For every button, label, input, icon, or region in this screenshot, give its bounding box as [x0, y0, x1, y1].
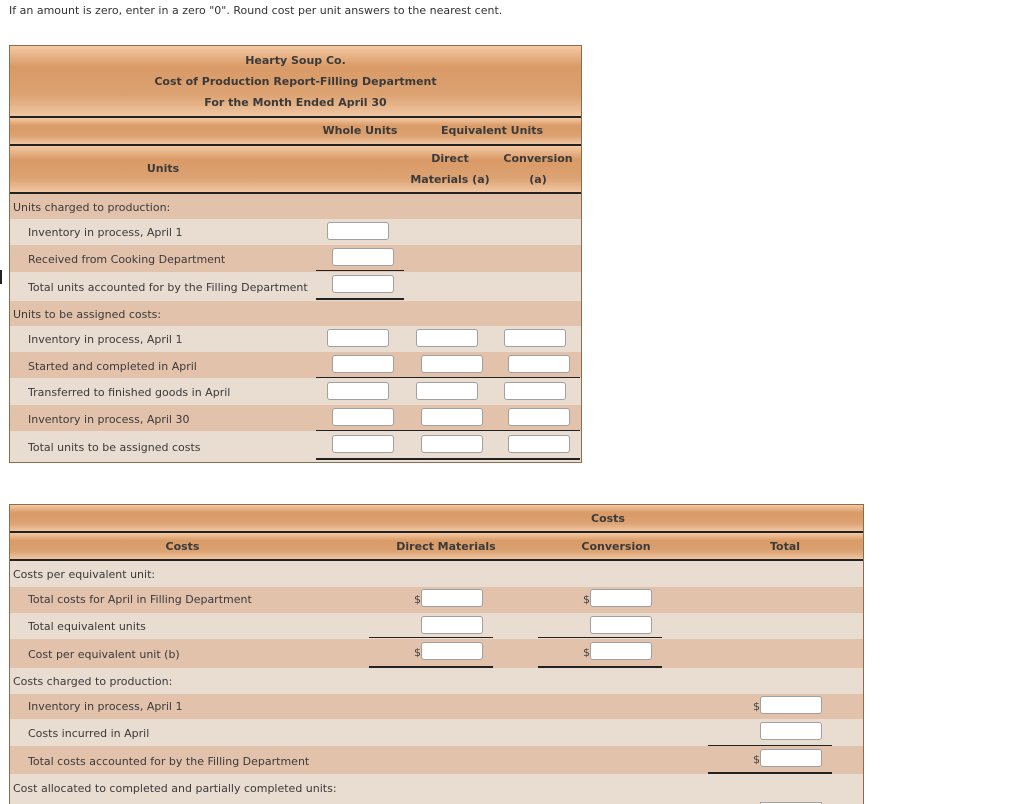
total-inv-april1-input[interactable] — [760, 696, 822, 714]
whole-units-inv-april1-input[interactable] — [327, 222, 389, 240]
total-costs-accounted-input[interactable] — [760, 749, 822, 767]
equivalent-units-header: Equivalent Units — [440, 124, 544, 137]
materials-a-header: Materials (a) — [410, 173, 490, 186]
whole-units-transferred-input[interactable] — [327, 382, 389, 400]
costs-charged-heading: Costs charged to production: — [13, 675, 173, 688]
label-assigned-inv-april1: Inventory in process, April 1 — [28, 333, 183, 346]
label-total-costs-april: Total costs for April in Filling Department — [28, 593, 252, 606]
conv-inv-april30-input[interactable] — [508, 408, 570, 426]
costs-header-row-2 — [10, 533, 863, 559]
conv-total-assigned-input[interactable] — [508, 435, 570, 453]
conv-started-completed-input[interactable] — [508, 355, 570, 373]
whole-units-inv-april30-input[interactable] — [332, 408, 394, 426]
dm-total-costs-input[interactable] — [421, 589, 483, 607]
whole-units-header: Whole Units — [322, 124, 398, 137]
instructions-text: If an amount is zero, enter in a zero "0". Round cost per unit answers to the nearest cent. — [9, 4, 503, 17]
direct-header: Direct — [431, 152, 469, 165]
conversion-cost-header: Conversion — [581, 540, 651, 553]
report-period: For the Month Ended April 30 — [204, 96, 387, 109]
label-total-costs-accounted: Total costs accounted for by the Filling Department — [28, 755, 310, 768]
label-received: Received from Cooking Department — [28, 253, 226, 266]
report-title-block — [10, 46, 581, 116]
costs-header-row-1 — [10, 505, 863, 531]
conv-assigned-inv-april1-input[interactable] — [504, 329, 566, 347]
costs-per-unit-heading: Costs per equivalent unit: — [13, 568, 156, 581]
left-edge-marker — [0, 270, 2, 284]
units-assigned-heading: Units to be assigned costs: — [13, 308, 162, 321]
dm-inv-april30-input[interactable] — [421, 408, 483, 426]
dm-assigned-inv-april1-input[interactable] — [416, 329, 478, 347]
label-transferred: Transferred to finished goods in April — [28, 386, 231, 399]
header-row-2 — [10, 146, 581, 192]
dm-cost-per-unit-input[interactable] — [421, 642, 483, 660]
whole-units-received-input[interactable] — [332, 248, 394, 266]
total-inv-april1-dollar: $ — [753, 700, 760, 713]
header-row-1 — [10, 118, 581, 144]
total-costs-incurred-input[interactable] — [760, 722, 822, 740]
label-inv-april1: Inventory in process, April 1 — [28, 226, 183, 239]
label-costs-incurred: Costs incurred in April — [28, 727, 150, 740]
whole-units-total-accounted-input[interactable] — [332, 275, 394, 293]
direct-materials-header: Direct Materials — [396, 540, 496, 553]
costs-group-header: Costs — [591, 512, 625, 525]
whole-units-total-assigned-input[interactable] — [332, 435, 394, 453]
label-total-equiv-units: Total equivalent units — [28, 620, 146, 633]
conversion-header: Conversion — [503, 152, 573, 165]
conv-cost-per-unit-dollar: $ — [583, 646, 590, 659]
whole-units-started-completed-input[interactable] — [332, 355, 394, 373]
conv-total-costs-input[interactable] — [590, 589, 652, 607]
conv-total-costs-dollar: $ — [583, 593, 590, 606]
dm-total-costs-dollar: $ — [414, 593, 421, 606]
units-header: Units — [146, 162, 180, 175]
label-total-units-assigned: Total units to be assigned costs — [28, 441, 201, 454]
dm-cost-per-unit-dollar: $ — [414, 646, 421, 659]
costs-header: Costs — [165, 540, 200, 553]
report-title: Cost of Production Report-Filling Department — [154, 75, 437, 88]
whole-units-assigned-inv-april1-input[interactable] — [327, 329, 389, 347]
conv-cost-per-unit-input[interactable] — [590, 642, 652, 660]
label-cost-per-equiv-unit: Cost per equivalent unit (b) — [28, 648, 180, 661]
production-report-table — [9, 45, 582, 463]
label-cost-inv-april1: Inventory in process, April 1 — [28, 700, 183, 713]
dm-equiv-units-input[interactable] — [421, 616, 483, 634]
dm-started-completed-input[interactable] — [421, 355, 483, 373]
conv-equiv-units-input[interactable] — [590, 616, 652, 634]
units-charged-heading: Units charged to production: — [13, 201, 171, 214]
total-header: Total — [769, 540, 801, 553]
label-inv-april30: Inventory in process, April 30 — [28, 413, 190, 426]
label-started-completed: Started and completed in April — [28, 360, 197, 373]
label-total-units-accounted: Total units accounted for by the Filling Department — [28, 281, 308, 294]
costs-table — [9, 504, 864, 804]
conversion-a-header: (a) — [529, 173, 547, 186]
conv-transferred-input[interactable] — [504, 382, 566, 400]
company-name: Hearty Soup Co. — [245, 54, 346, 67]
cost-allocated-heading: Cost allocated to completed and partially completed units: — [13, 782, 337, 795]
total-accounted-dollar: $ — [753, 753, 760, 766]
dm-total-assigned-input[interactable] — [421, 435, 483, 453]
dm-transferred-input[interactable] — [416, 382, 478, 400]
